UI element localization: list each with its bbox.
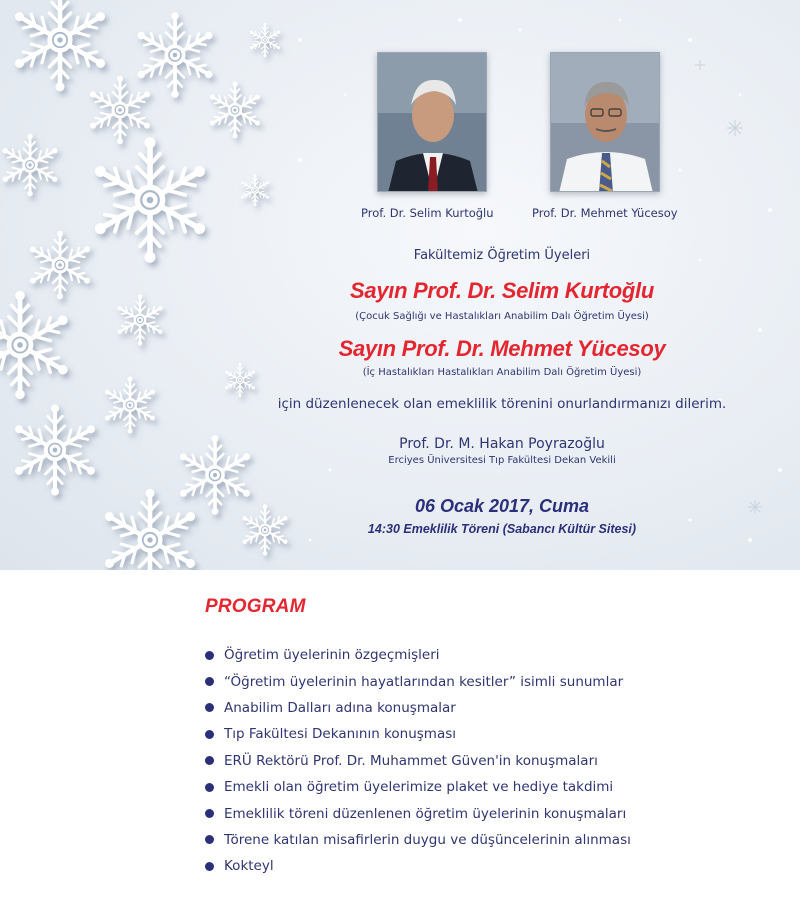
intro-text: Fakültemiz Öğretim Üyeleri	[413, 248, 591, 263]
bullet-icon	[205, 756, 214, 765]
honoree-department-1: (Çocuk Sağlığı ve Hastalıkları Anabilim Dalı Öğretim Üyesi)	[355, 311, 649, 322]
list-item	[205, 827, 765, 853]
bullet-icon	[205, 677, 214, 686]
bullet-icon	[205, 651, 214, 660]
photo-caption-1: Prof. Dr. Selim Kurtoğlu	[361, 206, 494, 220]
program-item-text: “Öğretim üyelerinin hayatlarından kesitler” isimli sunumlar	[224, 673, 624, 690]
signer-name: Prof. Dr. M. Hakan Poyrazoğlu	[399, 436, 605, 452]
bullet-icon	[205, 783, 214, 792]
list-item	[205, 853, 765, 879]
event-time: 14:30 Emeklilik Töreni (Sabancı Kültür Sitesi)	[367, 522, 637, 536]
portrait-photo-selim-kurtoglu	[377, 52, 487, 192]
list-item	[205, 774, 765, 800]
honoree-name-2: Sayın Prof. Dr. Mehmet Yücesoy	[338, 336, 666, 361]
list-item	[205, 695, 765, 721]
program-item-text: Anabilim Dalları adına konuşmalar	[224, 699, 456, 716]
program-item-text: Emekli olan öğretim üyelerimize plaket ve hediye takdimi	[224, 779, 614, 796]
photo-caption-2: Prof. Dr. Mehmet Yücesoy	[532, 206, 678, 220]
program-item-text: Tıp Fakültesi Dekanının konuşması	[224, 726, 457, 743]
program-item-text: Törene katılan misafirlerin duygu ve düşüncelerinin alınması	[224, 831, 631, 848]
bullet-icon	[205, 730, 214, 739]
program-item-text: Kokteyl	[224, 858, 274, 875]
event-date: 06 Ocak 2017, Cuma	[414, 496, 590, 516]
program-item-text: Öğretim üyelerinin özgeçmişleri	[224, 647, 440, 664]
program-title: PROGRAM	[205, 596, 306, 617]
program-item-text: ERÜ Rektörü Prof. Dr. Muhammet Güven'in konuşmaları	[224, 752, 598, 769]
bullet-icon	[205, 703, 214, 712]
bullet-icon	[205, 862, 214, 871]
signer-title: Erciyes Üniversitesi Tıp Fakültesi Dekan Vekili	[388, 455, 616, 466]
portrait-photo-mehmet-yucesoy	[550, 52, 660, 192]
list-item	[205, 642, 765, 668]
program-list	[205, 642, 765, 880]
list-item	[205, 748, 765, 774]
list-item	[205, 721, 765, 747]
invitation-text: için düzenlenecek olan emeklilik törenini onurlandırmanızı dilerim.	[277, 396, 727, 412]
bullet-icon	[205, 809, 214, 818]
list-item	[205, 668, 765, 694]
bullet-icon	[205, 835, 214, 844]
honoree-name-1: Sayın Prof. Dr. Selim Kurtoğlu	[350, 278, 654, 303]
program-item-text: Emeklilik töreni düzenlenen öğretim üyelerinin konuşmaları	[224, 805, 627, 822]
list-item	[205, 800, 765, 826]
honoree-department-2: (İç Hastalıkları Hastalıkları Anabilim Dalı Öğretim Üyesi)	[362, 367, 642, 378]
